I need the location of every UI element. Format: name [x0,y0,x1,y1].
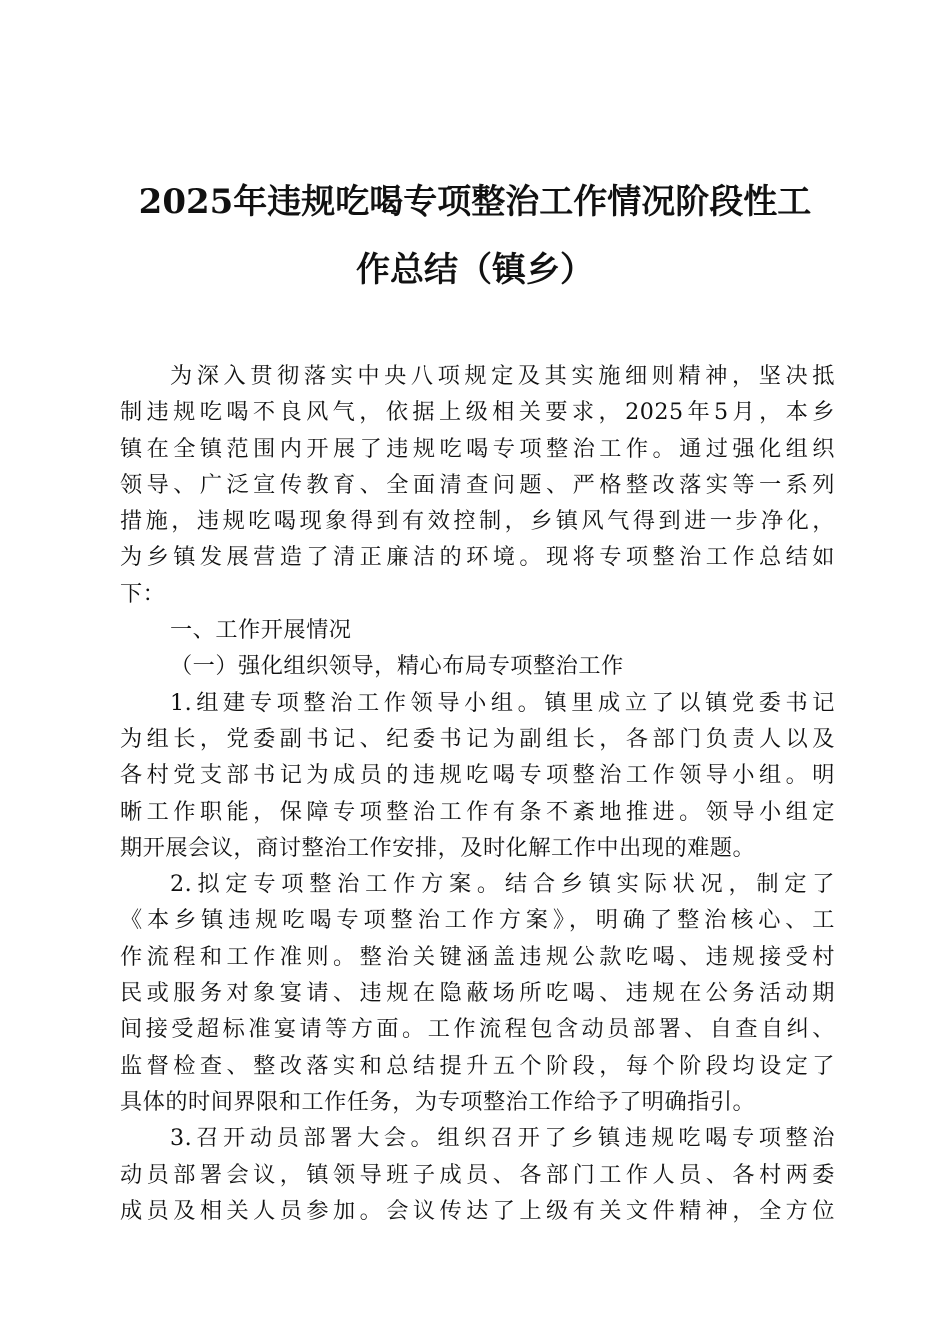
paragraph-line: 《本乡镇违规吃喝专项整治工作方案》，明确了整治核心、工 [120,907,835,934]
subsection-heading: （一）强化组织领导，精心布局专项整治工作 [170,653,624,680]
title-line: 作总结（镇乡） [356,250,594,290]
title-line: 2025年违规吃喝专项整治工作情况阶段性工 [138,182,812,222]
paragraph-line: 各村党支部书记为成员的违规吃喝专项整治工作领导小组。明 [120,762,835,789]
paragraph-line: 3.召开动员部署大会。组织召开了乡镇违规吃喝专项整治 [170,1125,835,1152]
paragraph-line: 领导、广泛宣传教育、全面清查问题、严格整改落实等一系列 [120,471,835,498]
paragraph-line: 下： [120,580,166,607]
paragraph-line: 具体的时间界限和工作任务，为专项整治工作给予了明确指引。 [120,1088,756,1115]
paragraph-line: 监督检查、整改落实和总结提升五个阶段，每个阶段均设定了 [120,1052,835,1079]
paragraph-line: 措施，违规吃喝现象得到有效控制，乡镇风气得到进一步净化， [120,508,835,535]
paragraph-line: 为深入贯彻落实中央八项规定及其实施细则精神，坚决抵 [170,363,835,389]
paragraph-line: 1.组建专项整治工作领导小组。镇里成立了以镇党委书记 [170,689,835,716]
paragraph-line: 晰工作职能，保障专项整治工作有条不紊地推进。领导小组定 [120,798,835,825]
paragraph-line: 成员及相关人员参加。会议传达了上级有关文件精神，全方位 [120,1197,835,1224]
document-title [100,168,850,304]
paragraph-line: 动员部署会议，镇领导班子成员、各部门工作人员、各村两委 [120,1161,835,1188]
paragraph-line: 期开展会议，商讨整治工作安排，及时化解工作中出现的难题。 [120,834,756,861]
paragraph-line: 作流程和工作准则。整治关键涵盖违规公款吃喝、违规接受村 [120,943,835,970]
paragraph-line: 间接受超标准宴请等方面。工作流程包含动员部署、自查自纠、 [120,1016,835,1043]
section-heading: 一、工作开展情况 [170,617,352,644]
paragraph-line: 镇在全镇范围内开展了违规吃喝专项整治工作。通过强化组织 [120,435,835,462]
document-body [120,358,835,1229]
paragraph-line: 民或服务对象宴请、违规在隐蔽场所吃喝、违规在公务活动期 [120,980,835,1007]
paragraph-line: 为组长，党委副书记、纪委书记为副组长，各部门负责人以及 [120,725,835,752]
paragraph-line: 为乡镇发展营造了清正廉洁的环境。现将专项整治工作总结如 [120,544,835,571]
paragraph-line: 2.拟定专项整治工作方案。结合乡镇实际状况，制定了 [170,871,835,898]
paragraph-line: 制违规吃喝不良风气，依据上级相关要求，2025年5月，本乡 [120,399,835,426]
